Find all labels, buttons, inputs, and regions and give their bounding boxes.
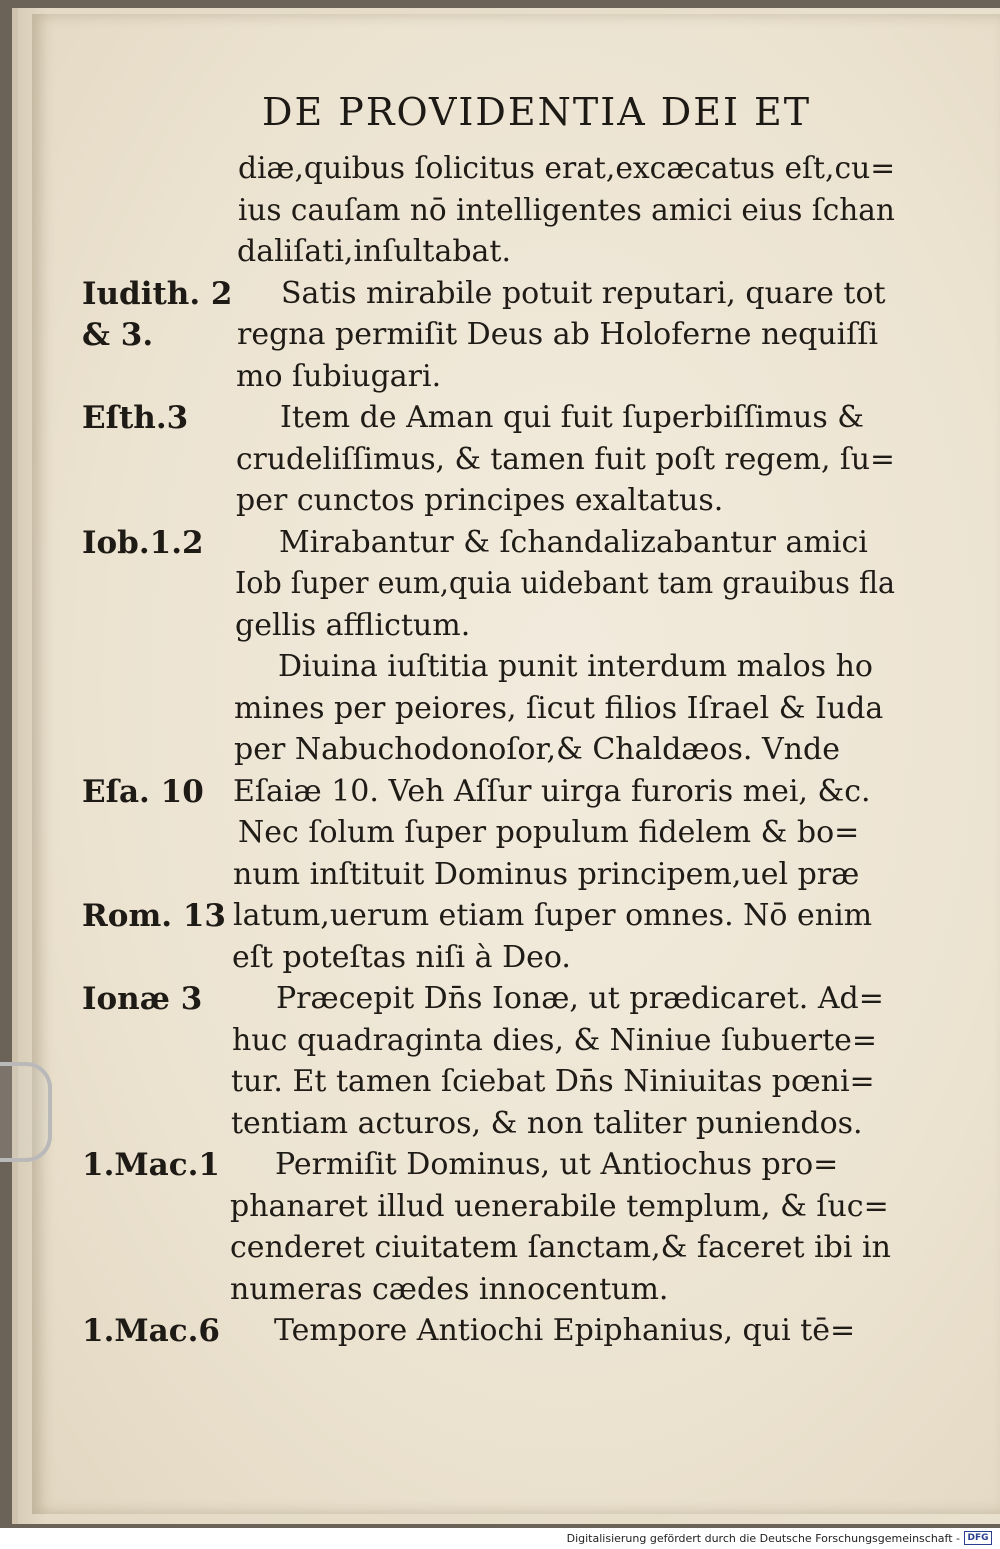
- text-line: [0, 1189, 1000, 1229]
- line-text: Eſaiæ 10. Veh Aſſur uirga furoris mei, &c.: [233, 773, 871, 809]
- text-line: [0, 359, 1000, 399]
- line-text: gellis afflictum.: [235, 607, 471, 643]
- line-text: Item de Aman qui fuit ſuperbiſſimus &: [280, 400, 864, 435]
- margin-citation: Ionæ 3: [82, 981, 203, 1017]
- line-text: mo ſubiugari.: [236, 358, 442, 394]
- text-line: [0, 442, 1000, 482]
- line-text: per cunctos principes exaltatus.: [236, 483, 724, 518]
- text-line: [0, 815, 1000, 855]
- margin-citation: & 3.: [82, 317, 154, 353]
- line-text: numeras cædes innocentum.: [230, 1271, 669, 1307]
- text-line: [0, 649, 1000, 689]
- text-line: [0, 276, 1000, 316]
- text-line: [0, 1230, 1000, 1270]
- line-text: huc quadraginta dies, & Niniue ſubuerte=: [232, 1022, 878, 1058]
- text-line: [0, 193, 1000, 233]
- line-text: crudeliſſimus, & tamen fuit poſt regem, ſu=: [236, 441, 895, 477]
- line-text: Tempore Antiochi Epiphanius, qui tē=: [274, 1313, 856, 1348]
- text-line: [0, 1147, 1000, 1187]
- line-text: phanaret illud uenerabile templum, & ſuc=: [230, 1188, 889, 1224]
- line-text: Mirabantur & ſchandalizabantur amici: [279, 524, 868, 560]
- line-text: cenderet ciuitatem ſanctam,& faceret ibi in: [230, 1230, 891, 1265]
- text-line: [0, 1023, 1000, 1063]
- line-text: Iob ſuper eum,quia uidebant tam grauibus fla: [235, 566, 896, 601]
- margin-citation: Eſa. 10: [82, 773, 204, 810]
- text-line: [0, 1106, 1000, 1146]
- funding-credit: Digitalisierung gefördert durch die Deutsche Forschungsgemeinschaft -: [566, 1532, 960, 1545]
- text-line: [0, 234, 1000, 274]
- margin-citation: 1.Mac.6: [82, 1313, 221, 1349]
- text-line: [0, 400, 1000, 440]
- text-line: [0, 608, 1000, 648]
- line-text: per Nabuchodonoſor,& Chaldæos. Vnde: [234, 732, 840, 767]
- line-text: latum,uerum etiam ſuper omnes. Nō enim: [233, 898, 873, 933]
- text-line: [0, 1313, 1000, 1353]
- text-line: [0, 691, 1000, 731]
- line-text: Præcepit Dn̄s Ionæ, ut prædicaret. Ad=: [276, 981, 884, 1016]
- line-text: tentiam acturos, & non taliter puniendos.: [231, 1105, 863, 1141]
- text-line: [0, 1272, 1000, 1312]
- text-line: [0, 1064, 1000, 1104]
- line-text: Permiſit Dominus, ut Antiochus pro=: [275, 1147, 839, 1182]
- line-text: Satis mirabile potuit reputari, quare tot: [281, 275, 886, 311]
- line-text: regna permiſit Deus ab Holoferne nequiſſi: [237, 317, 879, 352]
- text-line: [0, 483, 1000, 523]
- margin-citation: Iob.1.2: [82, 524, 204, 561]
- running-header: DE PROVIDENTIA DEI ET: [262, 90, 812, 134]
- line-text: Diuina iuſtitia punit interdum malos ho: [278, 649, 873, 684]
- line-text: num inſtituit Dominus principem,uel præ: [233, 856, 860, 892]
- line-text: eſt poteſtas niſi à Deo.: [232, 939, 571, 975]
- line-text: diæ,quibus ſolicitus erat,excæcatus eſt,cu=: [238, 151, 896, 186]
- line-text: Nec ſolum ſuper populum fidelem & bo=: [238, 815, 860, 850]
- line-text: ius cauſam nō intelligentes amici eius ſchan: [238, 192, 895, 228]
- line-text: daliſati,inſultabat.: [237, 234, 512, 269]
- margin-citation: Eſth.3: [82, 400, 189, 436]
- line-text: mines per peiores, ſicut filios Iſrael & Iuda: [234, 690, 884, 726]
- footer-bar: [0, 1528, 1000, 1549]
- text-line: [0, 525, 1000, 565]
- line-text: tur. Et tamen ſciebat Dn̄s Niniuitas pœni=: [231, 1064, 875, 1099]
- text-line: [0, 151, 1000, 191]
- text-line: [0, 981, 1000, 1021]
- text-line: [0, 566, 1000, 606]
- text-line: [0, 940, 1000, 980]
- text-line: [0, 857, 1000, 897]
- margin-citation: Rom. 13: [82, 898, 226, 934]
- text-line: [0, 317, 1000, 357]
- dfg-logo-icon: DFG: [964, 1531, 992, 1545]
- margin-citation: Iudith. 2: [82, 275, 233, 312]
- text-line: [0, 732, 1000, 772]
- margin-citation: 1.Mac.1: [82, 1147, 221, 1183]
- text-line: [0, 774, 1000, 814]
- text-line: [0, 898, 1000, 938]
